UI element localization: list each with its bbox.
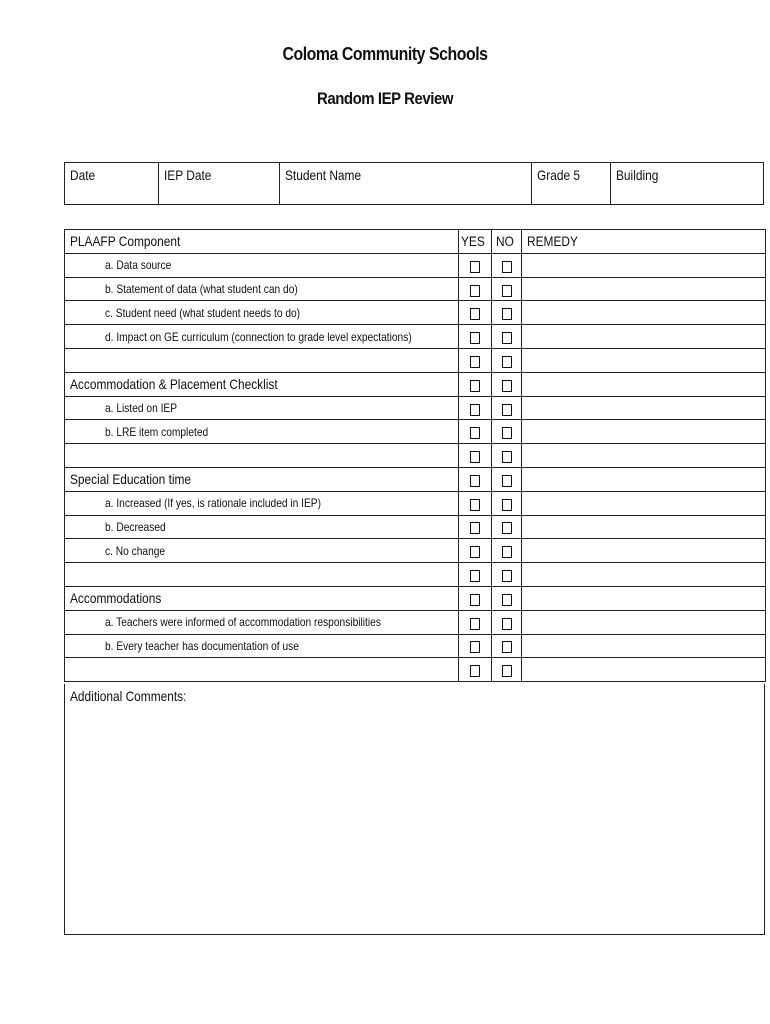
yes-cell	[459, 348, 492, 372]
checklist-row	[65, 634, 766, 658]
yes-checkbox[interactable]	[470, 356, 480, 368]
student-name-label: Student Name	[285, 167, 362, 183]
no-cell	[492, 277, 522, 301]
yes-checkbox[interactable]	[470, 404, 480, 416]
document-subtitle: Random IEP Review	[316, 89, 454, 108]
building-field[interactable]	[611, 163, 763, 204]
no-checkbox[interactable]	[502, 475, 512, 487]
remedy-cell[interactable]	[522, 372, 766, 396]
no-cell	[492, 325, 522, 349]
no-checkbox[interactable]	[502, 618, 512, 630]
yes-checkbox[interactable]	[470, 594, 480, 606]
no-cell	[492, 586, 522, 610]
yes-checkbox[interactable]	[470, 499, 480, 511]
document-title: Coloma Community Schools	[282, 44, 488, 64]
yes-checkbox[interactable]	[470, 546, 480, 558]
yes-cell	[459, 658, 492, 682]
yes-checkbox[interactable]	[470, 522, 480, 534]
remedy-cell[interactable]	[522, 491, 766, 515]
iep-date-label: IEP Date	[164, 167, 212, 183]
remedy-cell[interactable]	[522, 467, 766, 491]
checklist-row	[65, 563, 766, 587]
checklist-item-label: c. Student need (what student needs to do)	[65, 301, 459, 325]
no-cell	[492, 396, 522, 420]
no-checkbox[interactable]	[502, 641, 512, 653]
no-cell	[492, 301, 522, 325]
no-checkbox[interactable]	[502, 308, 512, 320]
checklist-item-label: d. Impact on GE curriculum (connection to grade level expectations)	[65, 325, 459, 349]
checklist-row	[65, 372, 766, 396]
remedy-cell[interactable]	[522, 539, 766, 563]
no-checkbox[interactable]	[502, 594, 512, 606]
grade-field[interactable]	[532, 163, 611, 204]
checklist-row	[65, 491, 766, 515]
yes-cell	[459, 444, 492, 468]
checklist-row	[65, 277, 766, 301]
checklist-item-label: b. LRE item completed	[65, 420, 459, 444]
student-name-field[interactable]	[280, 163, 532, 204]
checklist-item-label: a. Increased (If yes, is rationale included in IEP)	[65, 491, 459, 515]
checklist-row	[65, 325, 766, 349]
remedy-cell[interactable]	[522, 253, 766, 277]
no-checkbox[interactable]	[502, 570, 512, 582]
yes-cell	[459, 586, 492, 610]
remedy-cell[interactable]	[522, 444, 766, 468]
yes-column-header: YES	[459, 230, 492, 254]
yes-cell	[459, 515, 492, 539]
remedy-column-header: REMEDY	[522, 230, 766, 254]
checklist-item-label: b. Decreased	[65, 515, 459, 539]
checklist-row	[65, 253, 766, 277]
yes-checkbox[interactable]	[470, 427, 480, 439]
yes-checkbox[interactable]	[470, 475, 480, 487]
no-cell	[492, 539, 522, 563]
yes-cell	[459, 372, 492, 396]
no-cell	[492, 658, 522, 682]
checklist-row	[65, 467, 766, 491]
checklist-row	[65, 586, 766, 610]
yes-cell	[459, 610, 492, 634]
grade-label: Grade 5	[537, 167, 581, 183]
checklist-item-label	[65, 563, 459, 587]
yes-cell	[459, 563, 492, 587]
yes-checkbox[interactable]	[470, 308, 480, 320]
no-checkbox[interactable]	[502, 546, 512, 558]
yes-cell	[459, 467, 492, 491]
yes-cell	[459, 396, 492, 420]
no-column-header: NO	[492, 230, 522, 254]
additional-comments-label: Additional Comments:	[70, 688, 187, 704]
yes-cell	[459, 325, 492, 349]
checklist-item-label: a. Listed on IEP	[65, 396, 459, 420]
remedy-cell[interactable]	[522, 563, 766, 587]
remedy-cell[interactable]	[522, 348, 766, 372]
date-field[interactable]	[65, 163, 159, 204]
checklist-item-label	[65, 348, 459, 372]
yes-cell	[459, 301, 492, 325]
checklist-item-label: a. Data source	[65, 253, 459, 277]
no-cell	[492, 610, 522, 634]
no-cell	[492, 420, 522, 444]
no-checkbox[interactable]	[502, 356, 512, 368]
additional-comments-box[interactable]	[64, 684, 765, 935]
yes-checkbox[interactable]	[470, 618, 480, 630]
yes-cell	[459, 491, 492, 515]
checklist-row	[65, 420, 766, 444]
checklist-row	[65, 658, 766, 682]
no-checkbox[interactable]	[502, 261, 512, 273]
no-checkbox[interactable]	[502, 665, 512, 677]
yes-checkbox[interactable]	[470, 641, 480, 653]
plaafp-component-header: PLAAFP Component	[65, 230, 459, 254]
no-checkbox[interactable]	[502, 499, 512, 511]
iep-date-field[interactable]	[159, 163, 280, 204]
remedy-cell[interactable]	[522, 396, 766, 420]
remedy-cell[interactable]	[522, 658, 766, 682]
review-checklist-table	[64, 229, 766, 682]
checklist-row	[65, 444, 766, 468]
checklist-item-label: c. No change	[65, 539, 459, 563]
checklist-item-label: b. Statement of data (what student can do)	[65, 277, 459, 301]
remedy-cell[interactable]	[522, 325, 766, 349]
no-cell	[492, 515, 522, 539]
remedy-cell[interactable]	[522, 610, 766, 634]
section-heading: Accommodation & Placement Checklist	[65, 372, 459, 396]
remedy-cell[interactable]	[522, 301, 766, 325]
checklist-row	[65, 348, 766, 372]
yes-checkbox[interactable]	[470, 451, 480, 463]
no-cell	[492, 372, 522, 396]
section-heading: Accommodations	[65, 586, 459, 610]
yes-cell	[459, 539, 492, 563]
yes-checkbox[interactable]	[470, 332, 480, 344]
date-label: Date	[70, 167, 96, 183]
yes-checkbox[interactable]	[470, 570, 480, 582]
no-cell	[492, 444, 522, 468]
no-cell	[492, 348, 522, 372]
no-cell	[492, 253, 522, 277]
no-cell	[492, 491, 522, 515]
checklist-row	[65, 539, 766, 563]
yes-cell	[459, 253, 492, 277]
yes-checkbox[interactable]	[470, 380, 480, 392]
checklist-row	[65, 515, 766, 539]
no-cell	[492, 563, 522, 587]
checklist-item-label	[65, 444, 459, 468]
checklist-item-label	[65, 658, 459, 682]
checklist-item-label: a. Teachers were informed of accommodation responsibilities	[65, 610, 459, 634]
remedy-cell[interactable]	[522, 586, 766, 610]
yes-checkbox[interactable]	[470, 285, 480, 297]
no-checkbox[interactable]	[502, 427, 512, 439]
no-cell	[492, 467, 522, 491]
checklist-header-row	[65, 230, 766, 254]
remedy-cell[interactable]	[522, 420, 766, 444]
no-checkbox[interactable]	[502, 404, 512, 416]
building-label: Building	[616, 167, 659, 183]
yes-checkbox[interactable]	[470, 665, 480, 677]
no-checkbox[interactable]	[502, 332, 512, 344]
checklist-row	[65, 396, 766, 420]
yes-cell	[459, 277, 492, 301]
yes-cell	[459, 420, 492, 444]
checklist-row	[65, 610, 766, 634]
no-checkbox[interactable]	[502, 285, 512, 297]
section-heading: Special Education time	[65, 467, 459, 491]
yes-cell	[459, 634, 492, 658]
checklist-item-label: b. Every teacher has documentation of use	[65, 634, 459, 658]
no-cell	[492, 634, 522, 658]
checklist-row	[65, 301, 766, 325]
remedy-cell[interactable]	[522, 634, 766, 658]
no-checkbox[interactable]	[502, 380, 512, 392]
remedy-cell[interactable]	[522, 515, 766, 539]
no-checkbox[interactable]	[502, 451, 512, 463]
remedy-cell[interactable]	[522, 277, 766, 301]
no-checkbox[interactable]	[502, 522, 512, 534]
header-fields-table	[64, 162, 764, 205]
yes-checkbox[interactable]	[470, 261, 480, 273]
